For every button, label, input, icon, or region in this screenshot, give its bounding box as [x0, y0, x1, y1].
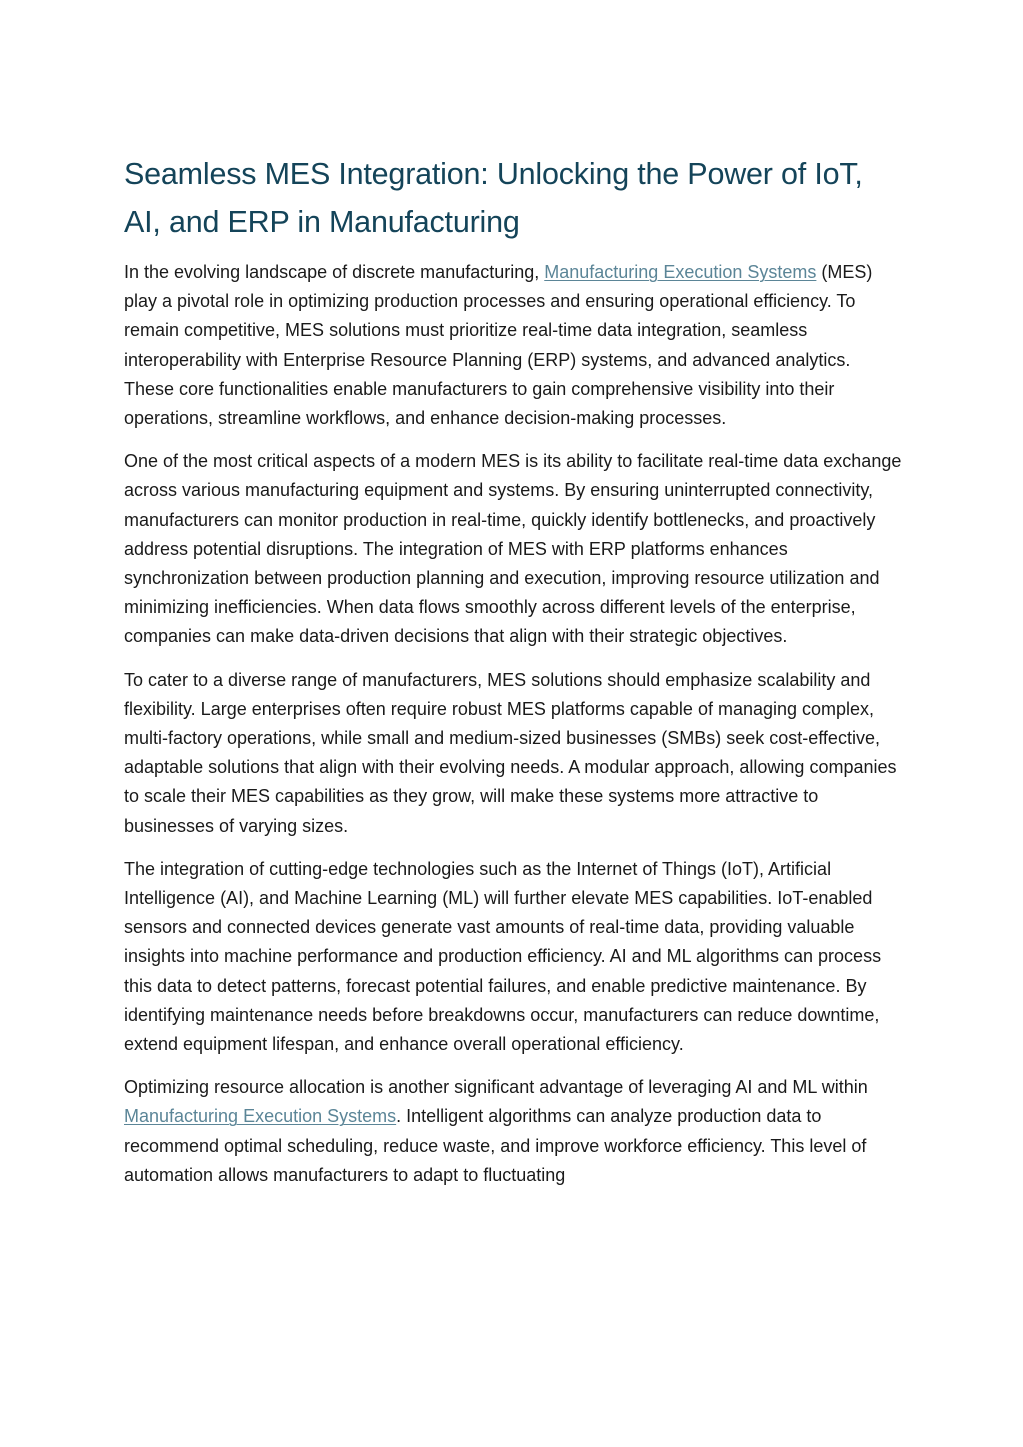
- paragraph-1: [124, 258, 904, 433]
- paragraph-text: In the evolving landscape of discrete manufacturing,: [124, 262, 545, 282]
- paragraph-text: . Intelligent algorithms can analyze production data to recommend optimal scheduling, reduce waste, and improve workforce efficiency. This level of automation allows manufacturers to adapt to fluctuating: [124, 1106, 867, 1185]
- paragraph-text: Optimizing resource allocation is another significant advantage of leveraging AI and ML within: [124, 1077, 868, 1098]
- page-title: Seamless MES Integration: Unlocking the Power of IoT, AI, and ERP in Manufacturing: [124, 157, 863, 239]
- paragraph-5: [124, 1073, 904, 1190]
- paragraph-3: To cater to a diverse range of manufacturers, MES solutions should emphasize scalability and flexibility. Large enterprises often require robust MES platforms capable of managing complex, multi-factory operations, while small and medium-sized businesses (SMBs) seek cost-effective, adaptable solutions that align with their evolving needs. A modular approach, allowing companies to scale their MES capabilities as they grow, will make these systems more attractive to businesses of varying sizes.: [124, 669, 897, 836]
- mes-link[interactable]: Manufacturing Execution Systems: [544, 262, 817, 282]
- paragraph-text: (MES) play a pivotal role in optimizing production processes and ensuring operational efficiency. To remain competitive, MES solutions must prioritize real-time data integration, seamless interoperability with Enterprise Resource Planning (ERP) systems, and advanced analytics. These core functionalities enable manufacturers to gain comprehensive visibility into their operations, streamline workflows, and enhance decision-making processes.: [124, 262, 873, 429]
- mes-link[interactable]: Manufacturing Execution Systems: [124, 1106, 397, 1127]
- document-page: [124, 150, 904, 1204]
- paragraph-4: The integration of cutting-edge technologies such as the Internet of Things (IoT), Artificial Intelligence (AI), and Machine Learning (ML) will further elevate MES capabilities. IoT-enabled sensors and connected devices generate vast amounts of real-time data, providing valuable insights into machine performance and production efficiency. AI and ML algorithms can process this data to detect patterns, forecast potential failures, and enable predictive maintenance. By identifying maintenance needs before breakdowns occur, manufacturers can reduce downtime, extend equipment lifespan, and enhance overall operational efficiency.: [124, 858, 882, 1055]
- paragraph-2: One of the most critical aspects of a modern MES is its ability to facilitate real-time data exchange across various manufacturing equipment and systems. By ensuring uninterrupted connectivity, manufacturers can monitor production in real-time, quickly identify bottlenecks, and proactively address potential disruptions. The integration of MES with ERP platforms enhances synchronization between production planning and execution, improving resource utilization and minimizing inefficiencies. When data flows smoothly across different levels of the enterprise, companies can make data-driven decisions that align with their strategic objectives.: [124, 451, 902, 647]
